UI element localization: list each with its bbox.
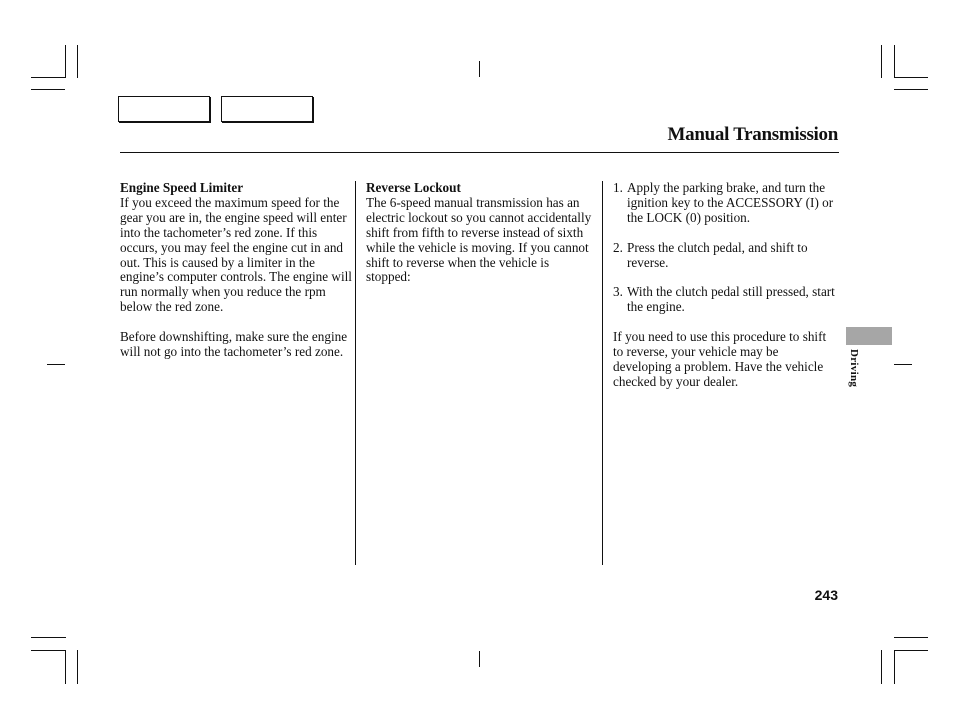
paragraph: Before downshifting, make sure the engine will not go into the tachometer’s red zone. <box>120 329 348 359</box>
list-item <box>613 285 839 315</box>
paragraph: If you need to use this procedure to shift to reverse, your vehicle may be developing a problem. Have the vehicle checked by your dealer. <box>613 329 827 389</box>
title-rule <box>120 152 839 153</box>
column-procedure <box>613 181 839 390</box>
section-tab-label: Driving <box>848 349 860 388</box>
section-heading: Reverse Lockout <box>366 180 461 195</box>
paragraph: If you exceed the maximum speed for the gear you are in, the engine speed will enter into the tachometer’s red zone. If this occurs, you may feel the engine cut in and out. This is caused by a limiter in the engine’s computer controls. The engine will run normally when you reduce the rpm below the red zone. <box>120 194 352 315</box>
column-divider <box>602 181 603 565</box>
column-reverse-lockout <box>366 181 594 285</box>
step-text: Apply the parking brake, and turn the ignition key to the ACCESSORY (I) or the LOCK (0) position. <box>627 180 834 225</box>
procedure-steps <box>613 181 839 315</box>
section-tab <box>846 327 892 345</box>
paragraph: The 6-speed manual transmission has an electric lockout so you cannot accidentally shift from fifth to reverse instead of sixth while the vehicle is moving. If you cannot shift to reverse when the vehicle is stopped: <box>366 194 592 285</box>
list-item <box>613 241 839 271</box>
step-number: 3. <box>613 284 623 300</box>
column-engine-speed-limiter <box>120 181 352 360</box>
step-text: Press the clutch pedal, and shift to reverse. <box>627 239 808 270</box>
list-item <box>613 181 839 226</box>
column-divider <box>355 181 356 565</box>
step-number: 1. <box>613 180 623 195</box>
section-heading: Engine Speed Limiter <box>120 180 244 195</box>
page-number: 243 <box>814 587 838 603</box>
nav-button-1[interactable] <box>118 96 210 122</box>
nav-button-2[interactable] <box>221 96 313 122</box>
step-text: With the clutch pedal still pressed, start the engine. <box>627 284 835 315</box>
page-title: Manual Transmission <box>667 124 838 145</box>
step-number: 2. <box>613 239 623 255</box>
